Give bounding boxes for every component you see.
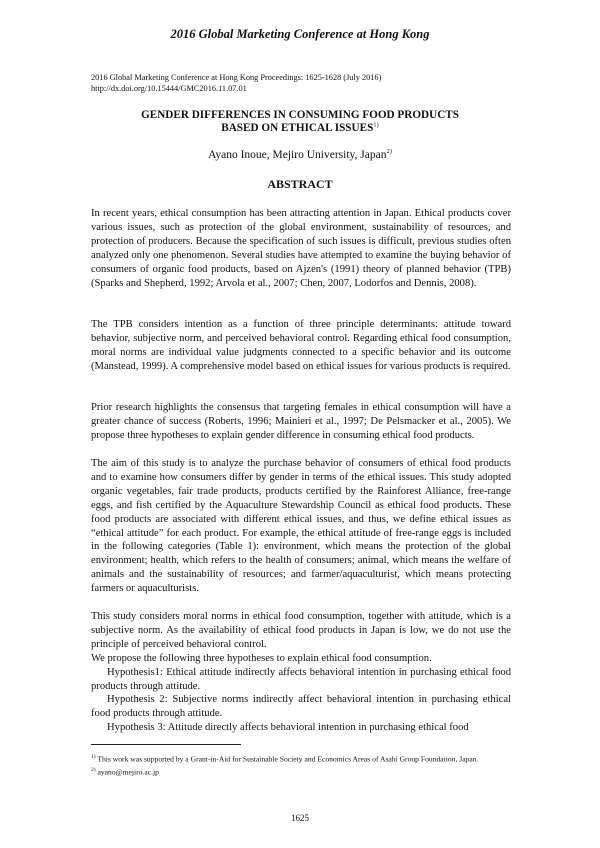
paragraph-prior-research: Prior research highlights the consensus that targeting females in ethical consumption will have a greater chance of success (Roberts, 1996; Mainieri et al., 1997; De Pelsmacker et al., 2005). We propose three hypotheses to explain gender difference in consuming ethical food products. [91,402,511,441]
body-block-5 [91,610,511,735]
footnote-1-marker: 1) [91,754,96,760]
author-text: Ayano Inoue, Mejiro University, Japan [208,149,387,161]
title-line-1: GENDER DIFFERENCES IN CONSUMING FOOD PRODUCTS [141,109,459,121]
body-block-2 [91,318,511,374]
footnote-2-marker: 2) [91,766,96,773]
abstract-heading: ABSTRACT [267,177,333,191]
author-line [0,149,600,161]
conference-header: 2016 Global Marketing Conference at Hong Kong [170,27,430,41]
author-email[interactable]: ayano@mejiro.ac.jp [97,767,159,777]
title-footnote-marker[interactable]: 1) [373,121,379,129]
title-line-2 [0,122,600,135]
proceedings-citation: 2016 Global Marketing Conference at Hong Kong Proceedings: 1625-1628 (July 2016) [91,73,382,82]
paragraph-tpb: The TPB considers intention as a function of three principle determinants: attitude toward behavior, subjective norm, and perceived behavioral control. Regarding ethical food consumption, moral norms are individual value judgments connected to a specific behavior and its outcome (Manstead, 1999). A comprehensive model based on ethical issues for various products is required. [91,319,511,372]
doi-link[interactable]: http://dx.doi.org/10.15444/GMC2016.11.07.01 [91,84,247,93]
publication-meta [91,72,381,94]
paragraph-aim: The aim of this study is to analyze the purchase behavior of consumers of ethical food products and to examine how consumers differ by gender in terms of the ethical issues. This study adopted organic vegetables, fair trade products, products certified by the Rainforest Alliance, free-range eggs, and fish certified by the Aquaculture Stewardship Council as ethical food products. These food products are associated with different ethical issues, and thus, we define ethical issues as “ethical attitude” for each product. For example, the ethical attitude of free-range eggs is included in the following categories (Table 1): environment, which means the protection of the global environment; health, which refers to the health of consumers; animal, which means the welfare of animals and the sustainability of resources; and farmer/aquaculturist, which means protecting farmers or aquaculturists. [91,458,511,595]
body-block-3 [91,401,511,443]
footnote-1 [91,752,478,765]
paper-title [0,109,600,135]
body-block-4 [91,457,511,596]
footnote-1-text: This work was supported by a Grant-in-Aid for Sustainable Society and Economics Areas of Asahi Group Foundation, Japan. [97,754,479,764]
paragraph-hypotheses-intro: We propose the following three hypotheses to explain ethical food consumption. [91,652,432,664]
hypothesis-2: Hypothesis 2: Subjective norms indirectly affect behavioral intention in purchasing ethical food products through attitude. [91,694,511,720]
hypothesis-3: Hypothesis 3: Attitude directly affects behavioral intention in purchasing ethical food [107,722,469,734]
hypothesis-1: Hypothesis1: Ethical attitude indirectly affects behavioral intention in purchasing ethical food products through attitude. [91,666,511,692]
page-number: 1625 [291,813,309,823]
footnote-2 [91,765,478,778]
body-block-1 [91,207,511,290]
author-footnote-marker[interactable]: 2) [386,148,392,156]
title-line-2-text: BASED ON ETHICAL ISSUES [221,122,374,134]
paragraph-intro: In recent years, ethical consumption has been attracting attention in Japan. Ethical products cover various issues, such as protection of the global environment, sustainability of resources, and protection of producers. Because the specification of such issues is difficult, previous studies often analyzed only one phenomenon. Several studies have attempted to examine the buying behavior of consumers of organic food products, based on Ajzen's (1991) theory of planned behavior (TPB) (Sparks and Shepherd, 1992; Arvola et al., 2007; Chen, 2007, Lodorfos and Dennis, 2008). [91,208,511,289]
paragraph-moral-norms: This study considers moral norms in ethical food consumption, together with attitude, which is a subjective norm. As the availability of ethical food products in Japan is low, we do not use the principle of perceived behavioral control. [91,611,511,650]
footnotes [91,752,478,777]
footnote-divider [91,744,241,745]
